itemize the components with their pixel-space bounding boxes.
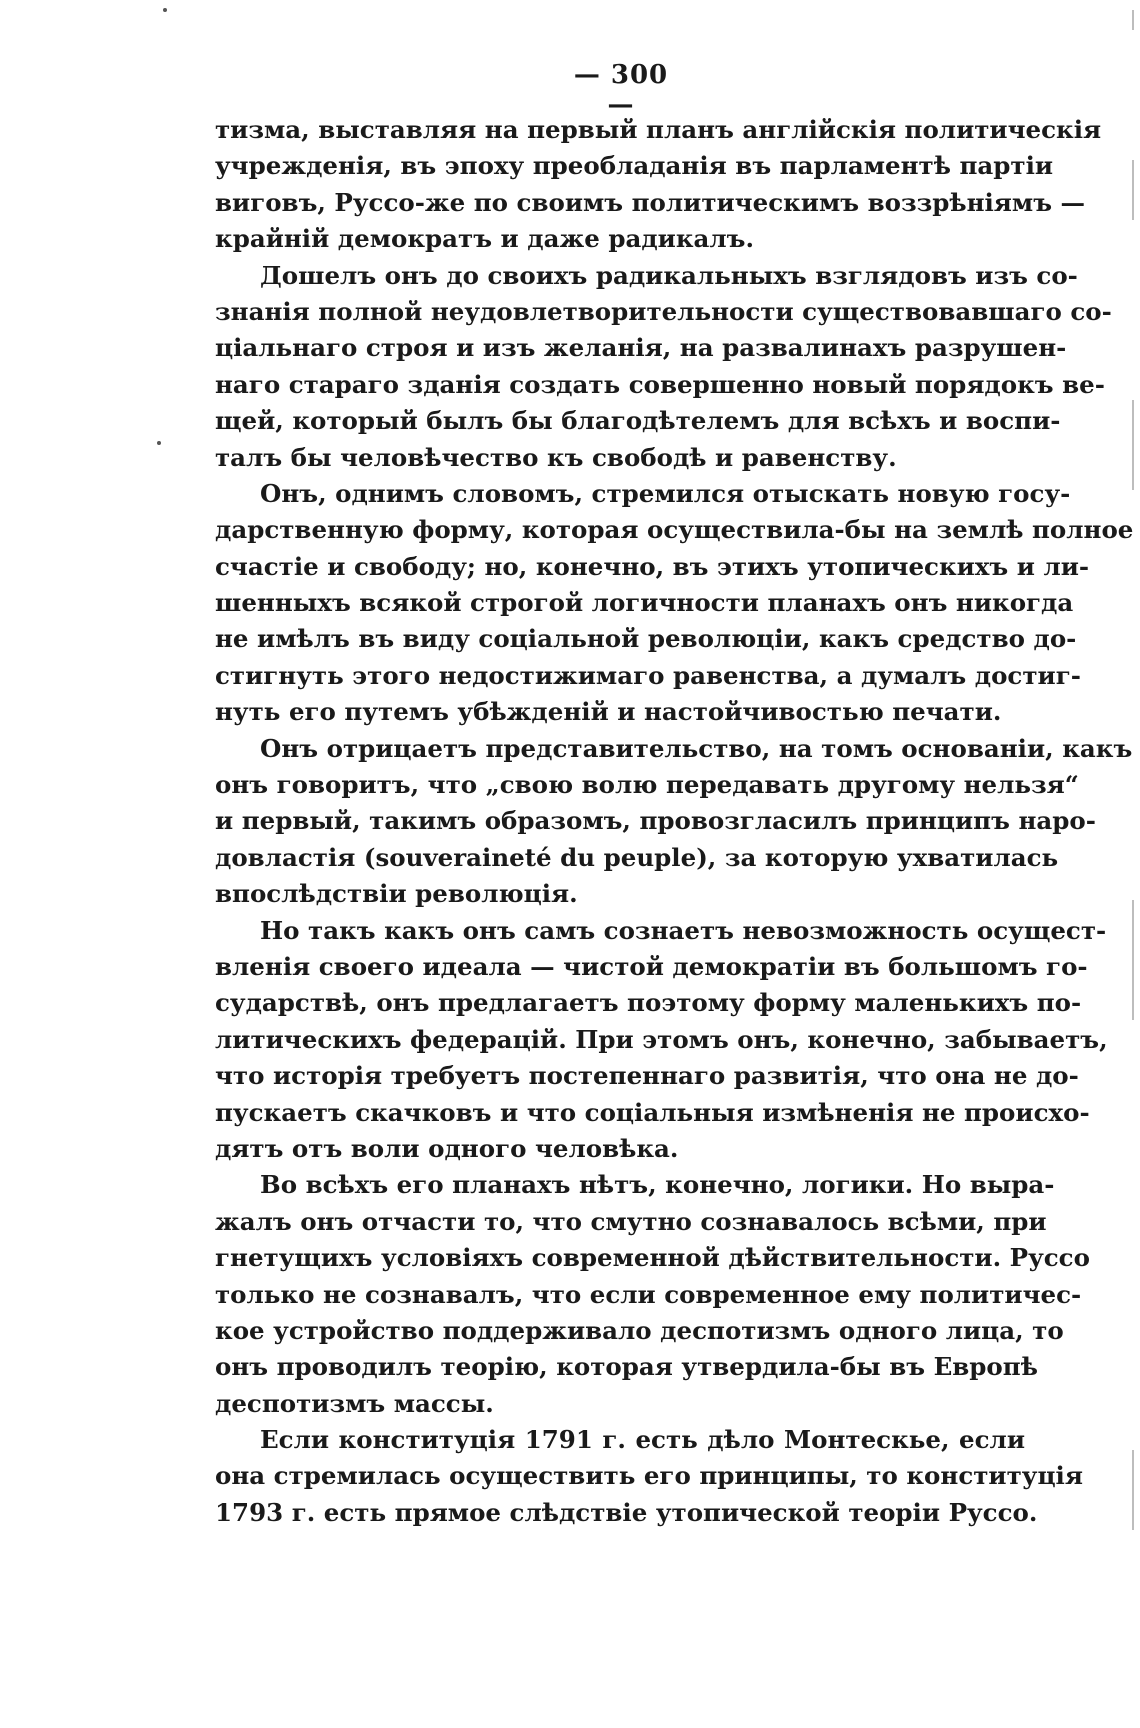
text-line: она стремилась осуществить его принципы, то конституція bbox=[215, 1461, 1083, 1491]
text-line: впослѣдствіи революція. bbox=[215, 879, 578, 909]
text-line: виговъ, Руссо-же по своимъ политическимъ воззрѣніямъ — bbox=[215, 187, 1086, 217]
text-line: знанія полной неудовлетворительности существовавшаго со- bbox=[215, 296, 1112, 326]
scan-edge-mark bbox=[1132, 10, 1134, 30]
scan-edge-mark bbox=[1132, 900, 1134, 1020]
text-line: учрежденія, въ эпоху преобладанія въ парламентѣ партіи bbox=[215, 151, 1054, 181]
text-line: онъ говоритъ, что „свою волю передавать другому нельзя“ bbox=[215, 770, 1079, 800]
text-line: дарственную форму, которая осуществила-бы на землѣ полное bbox=[215, 515, 1134, 545]
text-line: ціальнаго строя и изъ желанія, на развалинахъ разрушен- bbox=[215, 333, 1067, 363]
scan-edge-mark bbox=[1132, 160, 1134, 220]
text-line: 1793 г. есть прямое слѣдствіе утопической теоріи Руссо. bbox=[215, 1497, 1038, 1527]
text-line: наго стараго зданія создать совершенно новый порядокъ ве- bbox=[215, 369, 1105, 399]
text-line: жалъ онъ отчасти то, что смутно сознавалось всѣми, при bbox=[215, 1206, 1047, 1236]
text-line: стигнуть этого недостижимаго равенства, а думалъ достиг- bbox=[215, 660, 1081, 690]
scan-speck bbox=[163, 8, 167, 12]
text-line: Онъ, однимъ словомъ, стремился отыскать новую госу- bbox=[260, 478, 1071, 508]
text-line: Если конституція 1791 г. есть дѣло Монтескье, если bbox=[260, 1425, 1025, 1455]
text-line: и первый, такимъ образомъ, провозгласилъ принципъ наро- bbox=[215, 806, 1096, 836]
text-line: Но такъ какъ онъ самъ сознаетъ невозможность осущест- bbox=[260, 915, 1107, 945]
scan-speck bbox=[157, 441, 161, 445]
text-line: онъ проводилъ теорію, которая утвердила-бы въ Европѣ bbox=[215, 1352, 1038, 1382]
text-line: довластія (souveraineté du peuple), за которую ухватилась bbox=[215, 842, 1059, 872]
text-line: литическихъ федерацій. При этомъ онъ, конечно, забываетъ, bbox=[215, 1024, 1108, 1054]
scan-edge-mark bbox=[1132, 400, 1134, 490]
page-number: — 300 — bbox=[573, 60, 669, 120]
text-line: деспотизмъ массы. bbox=[215, 1388, 494, 1418]
body-text bbox=[215, 112, 1134, 1531]
text-line: что исторія требуетъ постепеннаго развитія, что она не до- bbox=[215, 1061, 1079, 1091]
scan-edge-mark bbox=[1132, 1450, 1134, 1530]
text-line: Онъ отрицаетъ представительство, на томъ основаніи, какъ bbox=[260, 733, 1133, 763]
text-line: пускаетъ скачковъ и что соціальныя измѣненія не происхо- bbox=[215, 1097, 1090, 1127]
text-line: гнетущихъ условіяхъ современной дѣйствительности. Руссо bbox=[215, 1243, 1090, 1273]
text-line: нуть его путемъ убѣжденій и настойчивостью печати. bbox=[215, 697, 1002, 727]
text-line: тизма, выставляя на первый планъ англійскія политическія bbox=[215, 115, 1102, 144]
text-line: Во всѣхъ его планахъ нѣтъ, конечно, логики. Но выра- bbox=[260, 1170, 1055, 1200]
text-line: крайній демократъ и даже радикалъ. bbox=[215, 224, 754, 254]
text-line: талъ бы человѣчество къ свободѣ и равенству. bbox=[215, 442, 897, 472]
text-line: только не сознавалъ, что если современное ему политичес- bbox=[215, 1279, 1082, 1309]
text-line: дятъ отъ воли одного человѣка. bbox=[215, 1133, 679, 1163]
text-line: шенныхъ всякой строгой логичности планахъ онъ никогда bbox=[215, 588, 1074, 618]
text-line: щей, который былъ бы благодѣтелемъ для всѣхъ и воспи- bbox=[215, 406, 1061, 436]
text-line: Дошелъ онъ до своихъ радикальныхъ взглядовъ изъ со- bbox=[260, 260, 1078, 290]
text-line: счастіе и свободу; но, конечно, въ этихъ утопическихъ и ли- bbox=[215, 551, 1090, 581]
text-line: не имѣлъ въ виду соціальной революціи, какъ средство до- bbox=[215, 624, 1077, 654]
text-line: сударствѣ, онъ предлагаетъ поэтому форму маленькихъ по- bbox=[215, 988, 1082, 1018]
text-line: кое устройство поддерживало деспотизмъ одного лица, то bbox=[215, 1315, 1064, 1345]
text-line: вленія своего идеала — чистой демократіи въ большомъ го- bbox=[215, 951, 1088, 981]
